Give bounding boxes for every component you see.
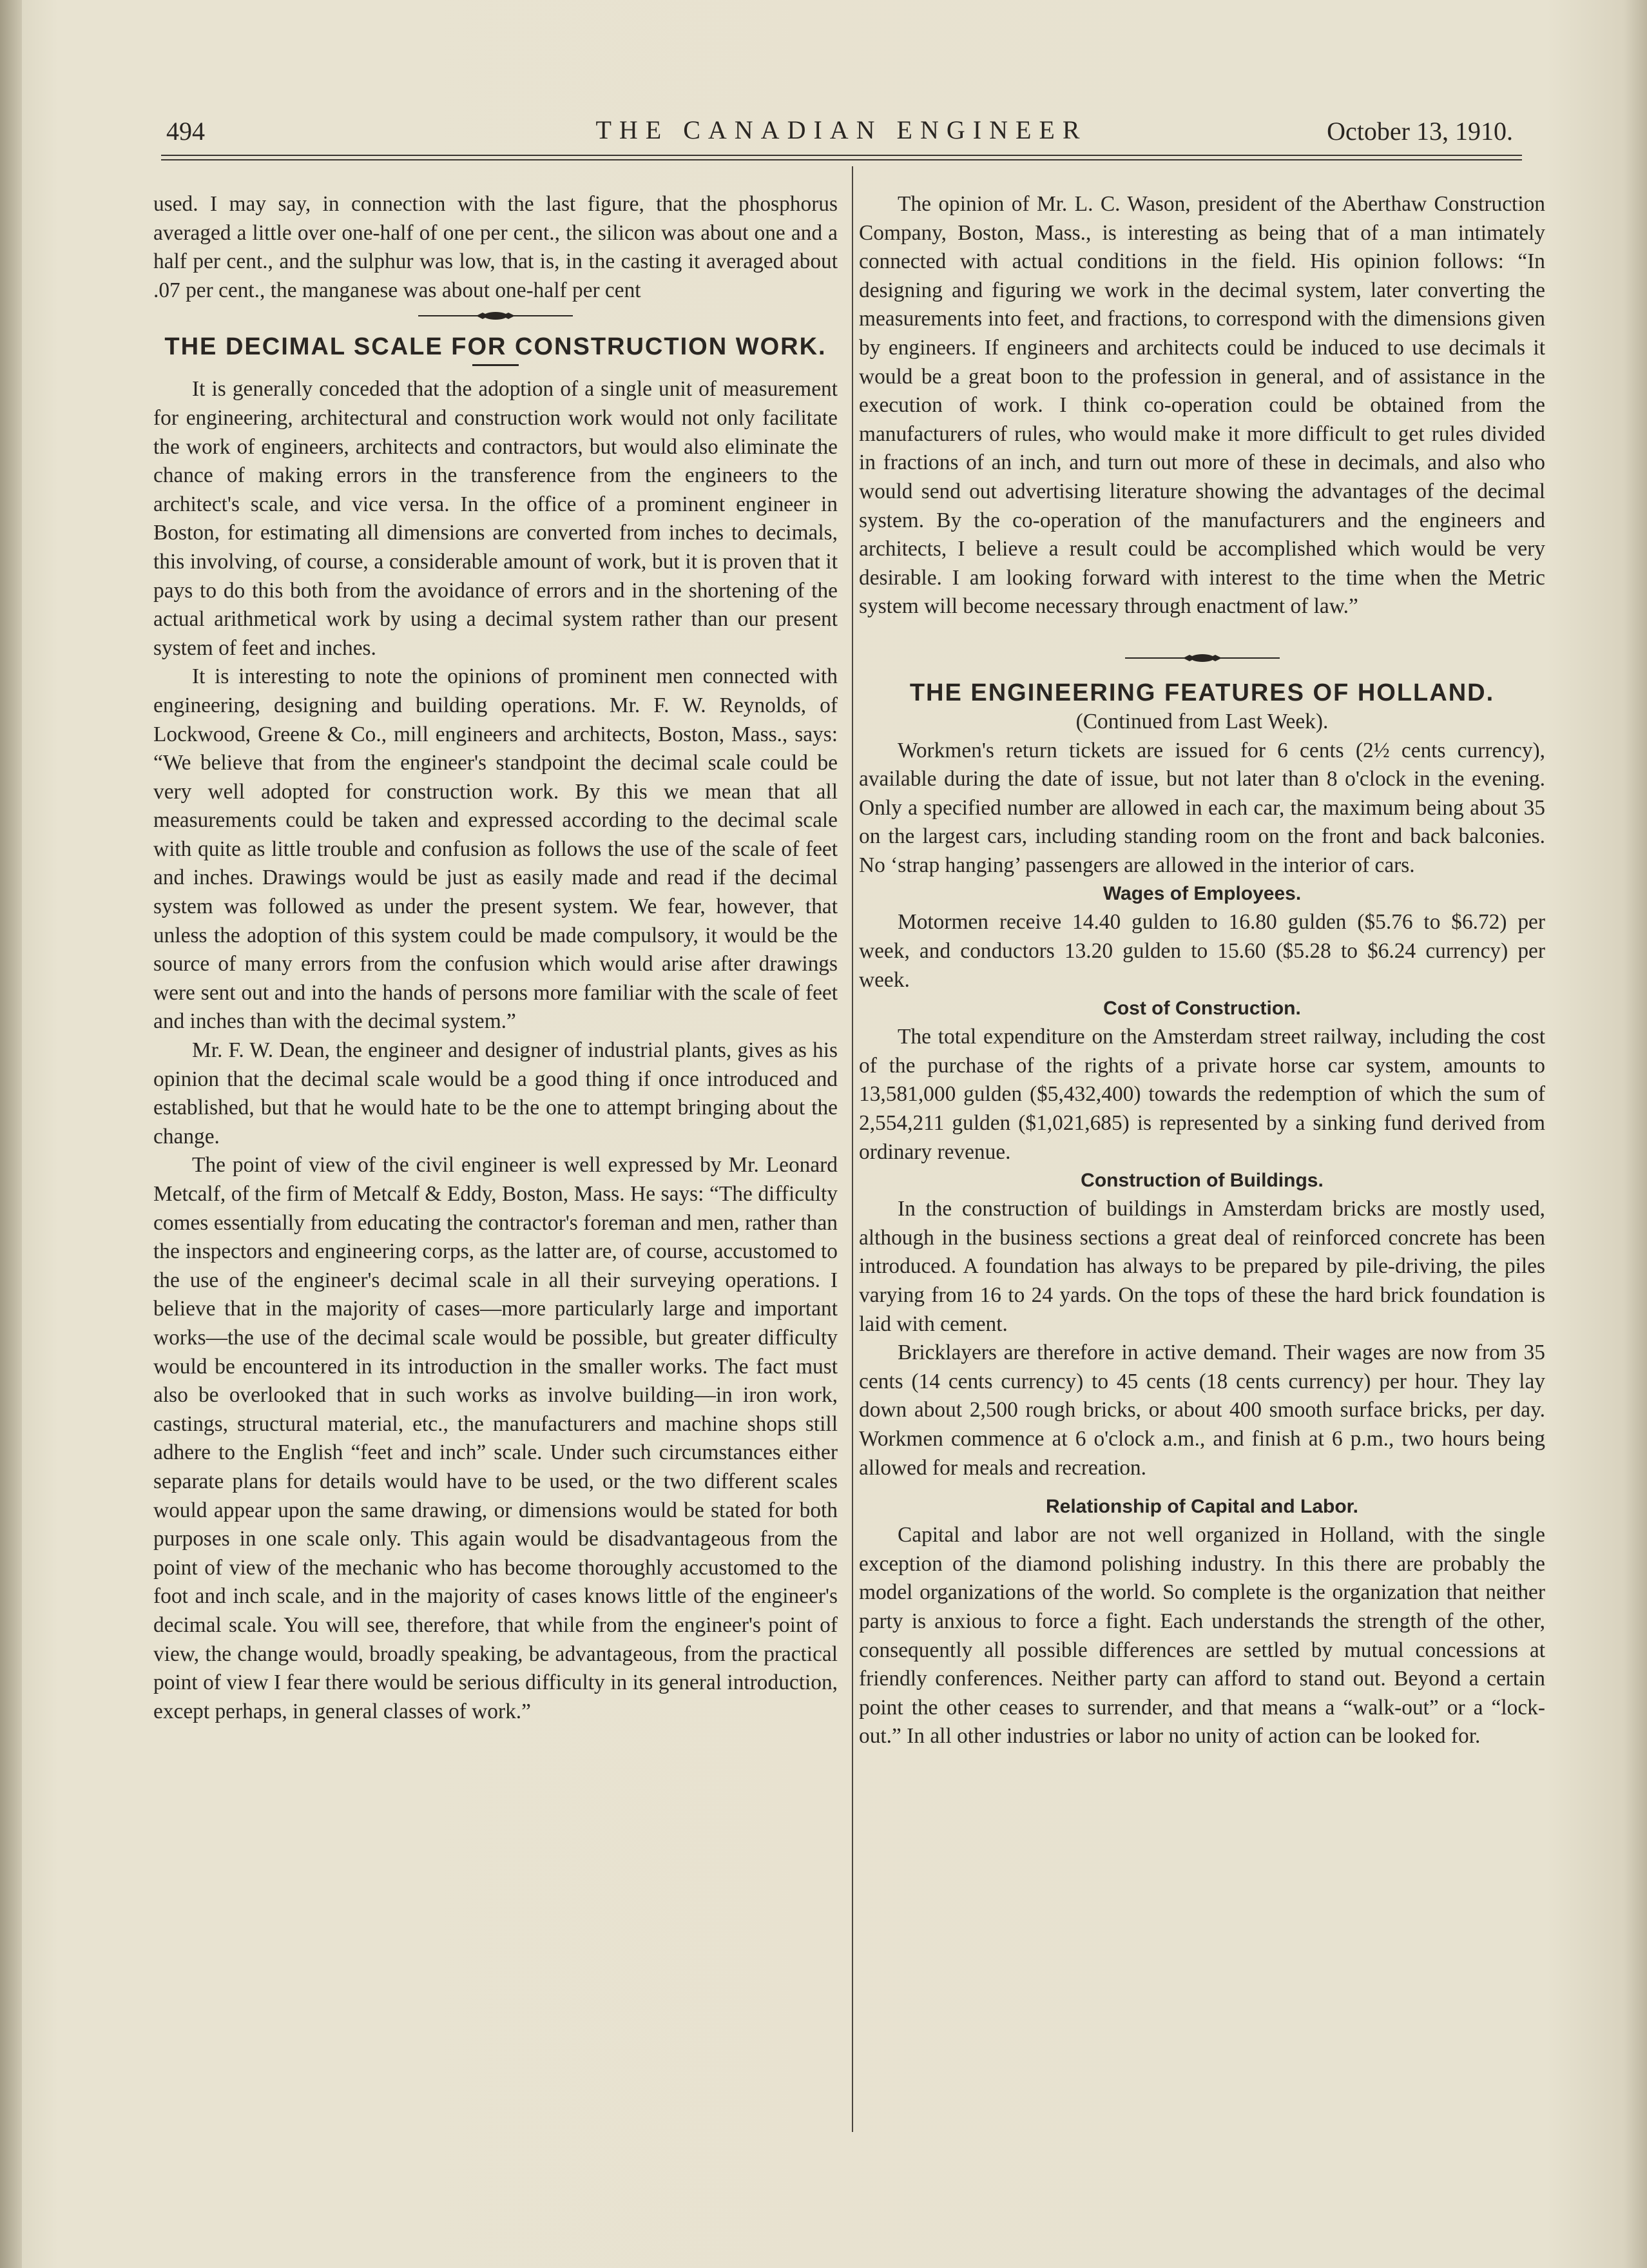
paragraph: It is generally conceded that the adoption of a single unit of measurement for engineering, architectural and construction work would not only facilitate the work of engineers, architects and contractors, but would also eliminate the chance of making errors in the transference from the engineers to the architect's scale, and vice versa. In the office of a prominent engineer in Boston, for estimating all dimensions are converted from inches to decimals, this involving, of course, a considerable amount of work, but it is proven that it pays to do this both from the avoidance of errors and in the shortening of the actual arithmetical work by using a decimal system rather than our present system of feet and inches. [153,377,838,660]
section-heading: Relationship of Capital and Labor. [1045,1496,1359,1518]
paragraph: The point of view of the civil engineer is well expressed by Mr. Leonard Metcalf, of the firm of Metcalf & Eddy, Boston, Mass. He says: “The difficulty comes essentially from educating the contractor's foreman and men, rather than the inspectors and engineering corps, as the latter are, of course, accustomed to the use of the engineer's decimal scale in all their surveying operations. I believe that in the majority of cases—more particularly large and important works—the use of the decimal scale would be possible, but greater difficulty would be encountered in its introduction in the smaller works. The fact must also be overlooked that in such works as involve building—in iron work, castings, structural material, etc., the manufacturers and machine shops still adhere to the English “feet and inch” scale. Under such circumstances either separate plans for details would have to be used, or the two different scales would appear upon the same drawing, or dimensions would be stated for both purposes in one scale only. This again would be disadvantageous from the point of view of the mechanic who has become thoroughly accustomed to the foot and inch scale, and in the majority of cases knows little of the engineer's decimal scale. You will see, therefore, that while from the engineer's point of view, the change would, broadly speaking, be advantageous, from the practical point of view I fear there would be serious difficulty in its general introduction, except perhaps, in general classes of work.” [153,1153,838,1723]
article-title: THE ENGINEERING FEATURES OF HOLLAND. [909,679,1495,706]
paragraph: The opinion of Mr. L. C. Wason, president of the Aberthaw Construction Company, Boston, Mass., is interesting as being that of a man intimately connected with actual conditions in the field. His opinion follows: “In designing and figuring we work in the decimal system, later converting the measurements into feet, and fractions, to correspond with the dimensions given by engineers. If engineers and architects could be induced to use decimals it would be a great boon to the profession in general, and of assistance in the execution of work. I think co-operation could be obtained from the manufacturers of rules, who would make it more difficult to get rules divided in fractions of an inch, and turn out more of these in decimals, and also who would send out advertising literature showing the advantages of the decimal system. By the co-operation of the manufacturers and the engineers and architects, I believe a result could be accomplished which would be very desirable. I am looking forward with interest to the time when the Metric system will become necessary through enactment of law.” [859,192,1545,619]
paragraph: used. I may say, in connection with the last figure, that the phosphorus averaged a little over one-half of one per cent., the silicon was about one and a half per cent., and the sulphur was low, that is, in the casting it averaged about .07 per cent., the manganese was about one-half per cent [153,192,838,302]
header-rule [161,155,1522,156]
section-heading: Cost of Construction. [1103,998,1301,1020]
ornament-divider [859,647,1545,666]
paragraph: The total expenditure on the Amsterdam street railway, including the cost of the purchase of the rights of a private horse car system, amounts to 13,581,000 gulden ($5,432,400) towards the redemption of which the sum of 2,554,211 gulden ($1,021,685) is represented by a sinking fund derived from ordinary revenue. [859,1025,1545,1164]
journal-title: THE CANADIAN ENGINEER [595,115,1088,144]
page-number: 494 [166,117,205,146]
section-heading: Construction of Buildings. [1081,1170,1324,1192]
section-heading: Wages of Employees. [1103,883,1302,905]
paragraph: It is interesting to note the opinions of prominent men connected with engineering, designing and building operations. Mr. F. W. Reynolds, of Lockwood, Greene & Co., mill engineers and architects, Boston, Mass., says: “We believe that from the engineer's standpoint the decimal scale could be very well adopted for construction work. By this we mean that all measurements could be taken and expressed according to the decimal scale with quite as little trouble and confusion as follows the use of the scale of feet and inches. Drawings would be just as easily made and read if the decimal system was followed as under the present system. We fear, however, that unless the adoption of this system could be made compulsory, it would be the source of many errors from the confusion which would arise after drawings were sent out and into the hands of persons more familiar with the scale of feet and inches than with the decimal system.” [153,664,838,1034]
header-rule-thin [161,159,1522,160]
paragraph: In the construction of buildings in Amsterdam bricks are mostly used, although in the business sections a great deal of reinforced concrete has been introduced. A foundation has always to be prepared by pile-driving, the piles varying from 16 to 24 yards. On the tops of these the hard brick foundation is laid with cement. [859,1197,1545,1336]
paragraph: Capital and labor are not well organized in Holland, with the single exception of the diamond polishing industry. In this there are probably the model organizations of the world. So complete is the organization that neither party is anxious to force a fight. Each understands the strength of the other, consequently all possible differences are settled by mutual concessions at friendly conferences. Neither party can afford to stand out. Beyond a certain point the other ceases to surrender, and that means a “walk-out” or a “lock-out.” In all other industries or labor no unity of action can be looked for. [859,1523,1545,1749]
paragraph: Motormen receive 14.40 gulden to 16.80 gulden ($5.76 to $6.72) per week, and conductors 13.20 gulden to 15.60 ($5.28 to $6.24 currency) per week. [859,910,1545,992]
left-column [153,190,838,1726]
ornament-divider [153,305,838,324]
article-title: THE DECIMAL SCALE FOR CONSTRUCTION WORK. [164,333,827,361]
paragraph: Mr. F. W. Dean, the engineer and designer of industrial plants, gives as his opinion that the decimal scale would be a good thing if once introduced and established, but that he would hate to be the one to attempt bringing about the change. [153,1038,838,1149]
paragraph: Workmen's return tickets are issued for 6 cents (2½ cents currency), available during the date of issue, but not later than 8 o'clock in the evening. Only a specified number are allowed in each car, the maximum being about 35 on the largest cars, including standing room on the front and back balconies. No ‘strap hanging’ passengers are allowed in the interior of cars. [859,738,1545,877]
running-header [161,111,1522,150]
continued-note: (Continued from Last Week). [1075,709,1329,733]
column-divider [852,166,853,2132]
issue-date: October 13, 1910. [1327,117,1513,146]
title-rule [472,364,519,366]
binding-edge [0,0,22,2268]
right-column [859,190,1545,1751]
paragraph: Bricklayers are therefore in active demand. Their wages are now from 35 cents (14 cents currency) to 45 cents (18 cents currency) per hour. They lay down about 2,500 rough bricks, or about 400 smooth surface bricks, per day. Workmen commence at 6 o'clock a.m., and finish at 6 p.m., two hours being allowed for meals and recreation. [859,1341,1545,1480]
